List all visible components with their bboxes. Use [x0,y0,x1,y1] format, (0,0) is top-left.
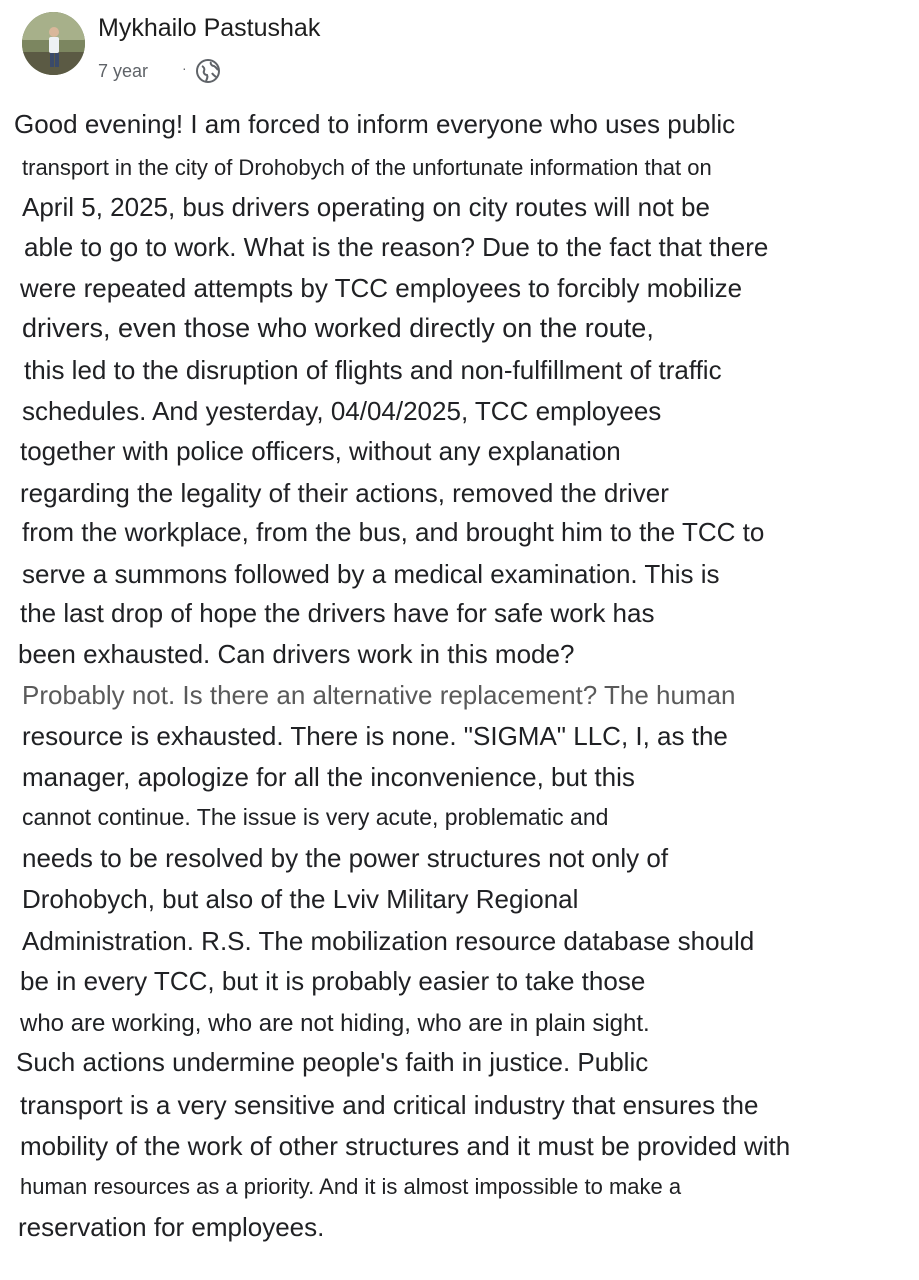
post-text-line: reservation for employees. [18,1212,325,1242]
post-text-line: transport in the city of Drohobych of the unfortunate information that on [22,155,712,180]
post-text-line: the last drop of hope the drivers have for safe work has [20,598,655,628]
post-text-line: transport is a very sensitive and critical industry that ensures the [20,1090,759,1120]
post-text-line: together with police officers, without any explanation [20,436,621,466]
author-name[interactable]: Mykhailo Pastushak [98,14,321,42]
post-timestamp[interactable]: 7 year [98,60,149,81]
post-text-line: Such actions undermine people's faith in justice. Public [16,1047,649,1077]
post-text-line: April 5, 2025, bus drivers operating on city routes will not be [22,192,710,222]
post-text-line: be in every TCC, but it is probably easier to take those [20,966,646,996]
post-text-line: who are working, who are not hiding, who are in plain sight. [20,1010,650,1037]
post-text-line: Administration. R.S. The mobilization resource database should [22,926,755,956]
post-text-line: drivers, even those who worked directly on the route, [22,313,654,343]
post-text-line: Drohobych, but also of the Lviv Military Regional [22,884,579,914]
post-text-line: Probably not. Is there an alternative replacement? The human [22,680,736,710]
post-text-line: able to go to work. What is the reason? Due to the fact that there [24,232,769,262]
post-text-line: needs to be resolved by the power structures not only of [22,843,669,873]
post-text-line: human resources as a priority. And it is almost impossible to make a [20,1174,682,1199]
post-text-line: Good evening! I am forced to inform everyone who uses public [14,109,736,139]
post-text-line: regarding the legality of their actions, removed the driver [20,478,669,508]
meta-separator: · [182,60,187,76]
post-text-line: resource is exhausted. There is none. "SIGMA" LLC, I, as the [22,721,728,751]
post-text-line: serve a summons followed by a medical examination. This is [22,559,720,589]
post-text-line: from the workplace, from the bus, and brought him to the TCC to [22,517,765,547]
post-text-line: cannot continue. The issue is very acute, problematic and [22,804,609,830]
post-text-line: been exhausted. Can drivers work in this mode? [18,639,575,669]
post-text-line: were repeated attempts by TCC employees to forcibly mobilize [20,273,743,303]
post-text-line: this led to the disruption of flights and non-fulfillment of traffic [24,355,722,385]
post-text-line: manager, apologize for all the inconvenience, but this [22,762,635,792]
post-text-line: mobility of the work of other structures and it must be provided with [20,1131,791,1161]
post-text-line: schedules. And yesterday, 04/04/2025, TCC employees [22,396,662,426]
